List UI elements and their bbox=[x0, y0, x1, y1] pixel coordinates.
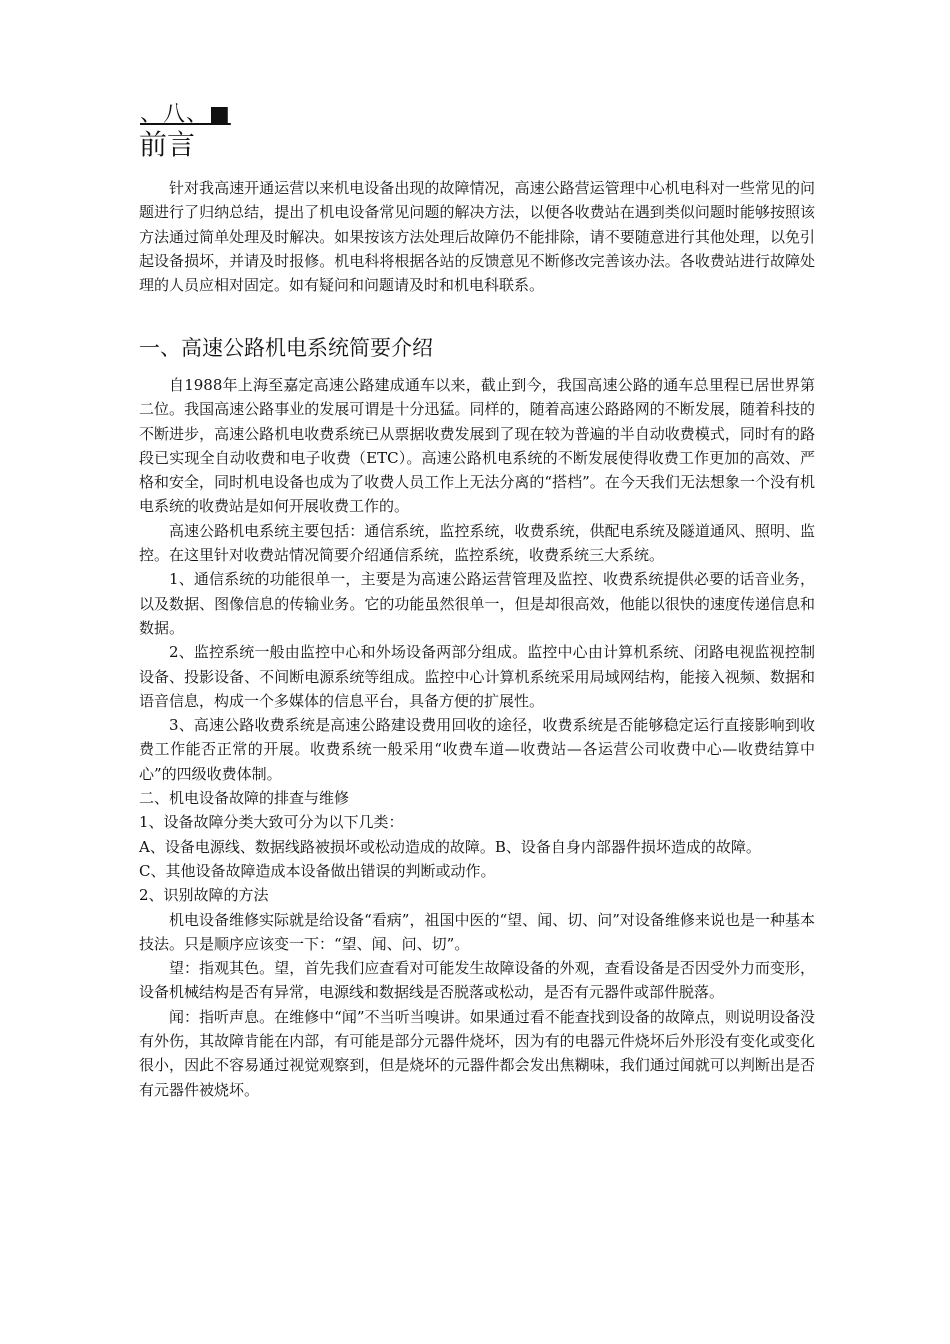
preface-block bbox=[139, 176, 815, 297]
section2-item: C、其他设备故障造成本设备做出错误的判断或动作。 bbox=[139, 861, 496, 880]
section2-paragraph: 机电设备维修实际就是给设备“看病”，祖国中医的“望、闻、切、问”对设备维修来说也是一种基本技法。只是顺序应该变一下：“望、闻、问、切”。 bbox=[139, 910, 815, 953]
section1-paragraph: 3、高速公路收费系统是高速公路建设费用回收的途径，收费系统是否能够稳定运行直接影响到收费工作能否正常的开展。收费系统一般采用“收费车道—收费站—各运营公司收费中心—收费结算中心”的四级收费体制。 bbox=[139, 716, 815, 783]
section1-paragraph: 2、监控系统一般由监控中心和外场设备两部分组成。监控中心由计算机系统、闭路电视监视控制设备、投影设备、不间断电源系统等组成。监控中心计算机系统采用局域网结构，能接入视频、数据和语音信息，构成一个多媒体的信息平台，具备方便的扩展性。 bbox=[139, 643, 815, 710]
section1-paragraph: 1、通信系统的功能很单一，主要是为高速公路运营管理及监控、收费系统提供必要的话音业务，以及数据、图像信息的传输业务。它的功能虽然很单一，但是却很高效，他能以很快的速度传递信息和数据。 bbox=[139, 570, 815, 637]
section2-heading: 二、机电设备故障的排查与维修 bbox=[139, 789, 350, 808]
section2-item: 2、识别故障的方法 bbox=[139, 886, 269, 905]
section1-body bbox=[139, 373, 815, 1102]
header-garbled-text: 、八、■ bbox=[140, 102, 231, 127]
preface-paragraph: 针对我高速开通运营以来机电设备出现的故障情况，高速公路营运管理中心机电科对一些常见的问题进行了归纳总结，提出了机电设备常见问题的解决方法，以便各收费站在遇到类似问题时能够按照该方法通过简单处理及时解决。如果按该方法处理后故障仍不能排除，请不要随意进行其他处理，以免引起设备损坏，并请及时报修。机电科将根据各站的反馈意见不断修改完善该办法。各收费站进行故障处理的人员应相对固定。如有疑问和问题请及时和机电科联系。 bbox=[139, 179, 815, 295]
section1-paragraph: 高速公路机电系统主要包括：通信系统，监控系统，收费系统，供配电系统及隧道通风、照明、监控。在这里针对收费站情况简要介绍通信系统，监控系统，收费系统三大系统。 bbox=[139, 521, 815, 565]
section2-item: 1、设备故障分类大致可分为以下几类： bbox=[139, 813, 404, 832]
page-title: 前言 bbox=[139, 128, 196, 161]
section1-heading: 一、高速公路机电系统简要介绍 bbox=[139, 336, 433, 360]
section1-paragraph: 自1988年上海至嘉定高速公路建成通车以来，截止到今，我国高速公路的通车总里程已居世界第二位。我国高速公路事业的发展可谓是十分迅猛。同样的，随着高速公路路网的不断发展，随着科技的不断进步，高速公路机电收费系统已从票据收费发展到了现在较为普遍的半自动收费模式，同时有的路段已实现全自动收费和电子收费（ETC）。高速公路机电系统的不断发展使得收费工作更加的高效、严格和安全，同时机电设备也成为了收费人员工作上无法分离的“搭档”。在今天我们无法想象一个没有机电系统的收费站是如何开展收费工作的。 bbox=[139, 376, 815, 516]
section2-paragraph: 闻：指听声息。在维修中“闻”不当听当嗅讲。如果通过看不能查找到设备的故障点，则说明设备没有外伤，其故障肯能在内部，有可能是部分元器件烧坏，因为有的电器元件烧坏后外形没有变化或变化很小，因此不容易通过视觉观察到，但是烧坏的元器件都会发出焦糊味，我们通过闻就可以判断出是否有元器件被烧坏。 bbox=[139, 1007, 815, 1099]
section2-paragraph: 望：指观其色。望，首先我们应查看对可能发生故障设备的外观，查看设备是否因受外力而变形，设备机械结构是否有异常，电源线和数据线是否脱落或松动，是否有元器件或部件脱落。 bbox=[139, 959, 815, 1002]
section2-item: A、设备电源线、数据线路被损坏或松动造成的故障。B、设备自身内部器件损坏造成的故障。 bbox=[139, 837, 761, 856]
